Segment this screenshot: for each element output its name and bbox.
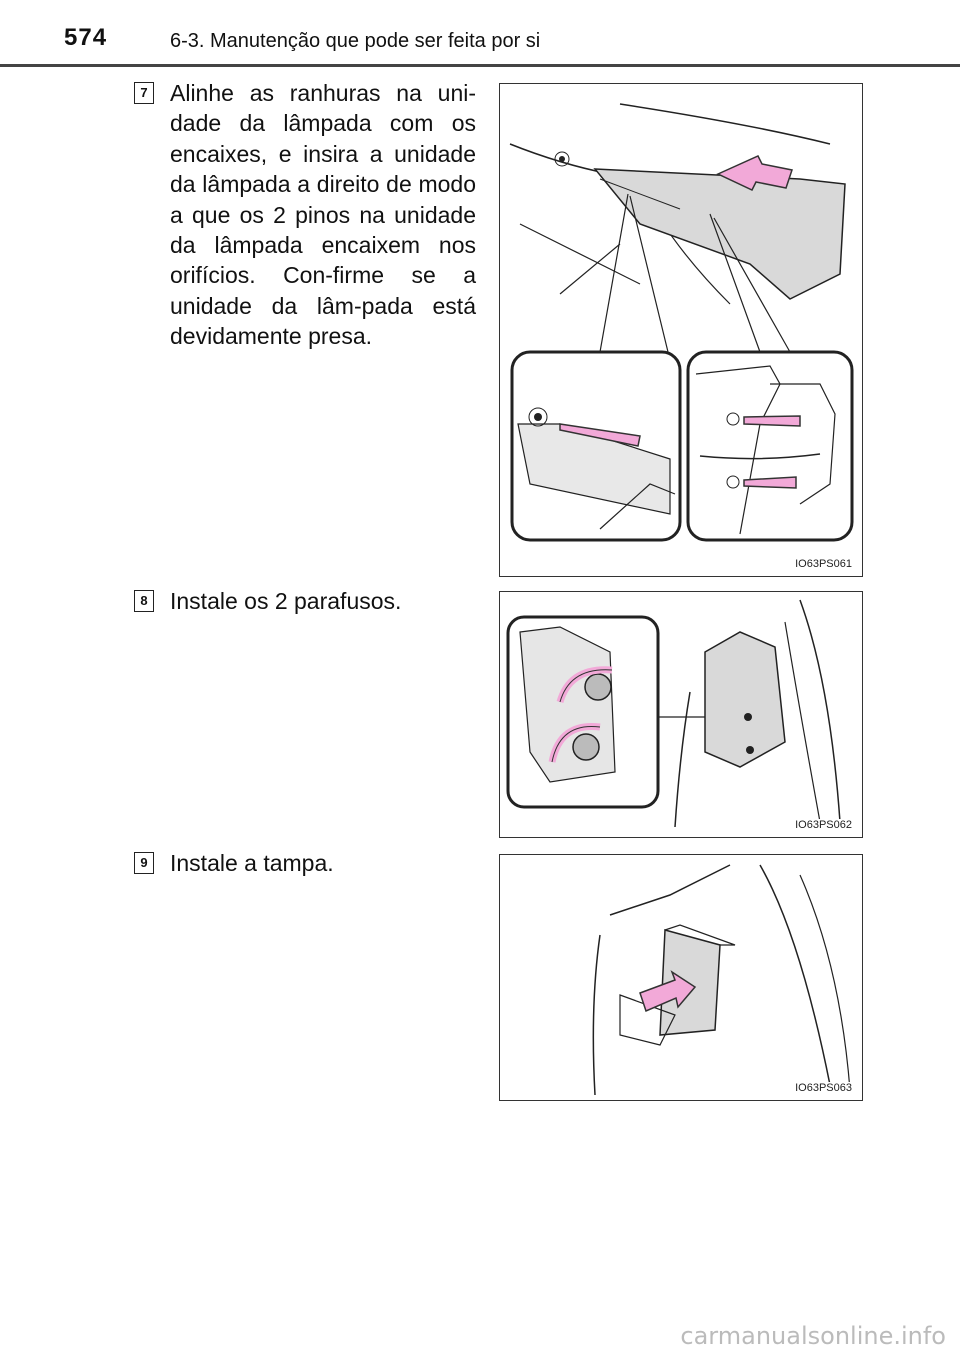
section-title: 6-3. Manutenção que pode ser feita por si <box>170 30 541 52</box>
figure-illustration <box>500 855 862 1100</box>
page-number: 574 <box>64 24 108 51</box>
figure-install-cover <box>499 854 863 1101</box>
figure-install-screws <box>499 591 863 838</box>
watermark: carmanualsonline.info <box>680 1322 946 1350</box>
step-instruction-text: Instale os 2 parafusos. <box>170 588 402 614</box>
figure-code: IO63PS061 <box>795 558 852 570</box>
figure-code: IO63PS062 <box>795 819 852 831</box>
figure-illustration <box>500 592 862 837</box>
step-number-badge: 9 <box>134 852 154 874</box>
step-number-badge: 8 <box>134 590 154 612</box>
figure-code: IO63PS063 <box>795 1082 852 1094</box>
figure-insert-bulb-unit <box>499 83 863 577</box>
step-instruction-text: Alinhe as ranhuras na uni-dade da lâmpada com os encaixes, e insira a unidade da lâmpada a direito de modo a que os 2 pinos na unidade da lâmpada encaixem nos orifícios. Con-firme se a unidade da lâm-pada está devidamente presa. <box>170 80 476 350</box>
step-instruction-text: Instale a tampa. <box>170 850 334 876</box>
figure-illustration <box>500 84 862 576</box>
page-header <box>0 0 960 70</box>
header-rule <box>0 64 960 67</box>
step-number-badge: 7 <box>134 82 154 104</box>
